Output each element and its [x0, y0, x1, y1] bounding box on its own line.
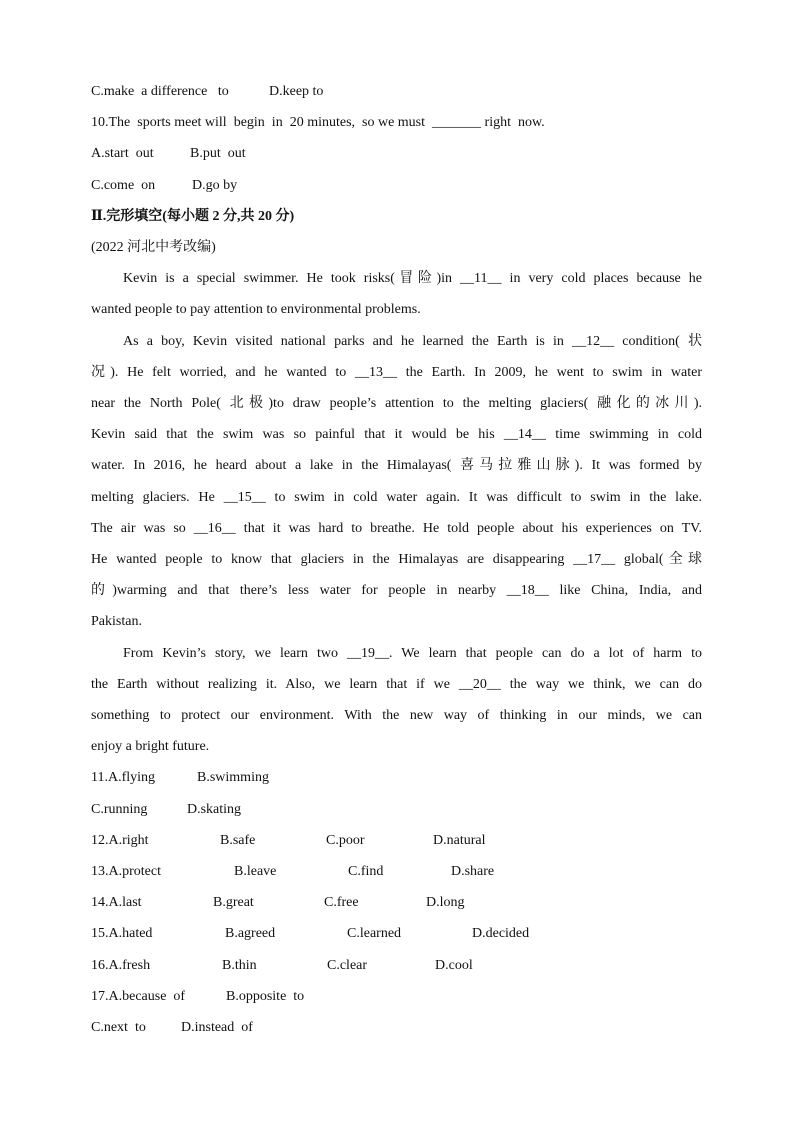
passage-text: Kevin said that the swim was so painful that it would be his	[91, 427, 504, 442]
question-17-row-2	[91, 1018, 253, 1098]
q12-option-a: 12.A.right	[91, 833, 149, 848]
q10-stem-after: right now.	[481, 115, 545, 130]
blank-20: __20__	[458, 677, 501, 692]
passage-text: The air was so	[91, 521, 194, 536]
passage-line	[91, 519, 702, 539]
passage-text: global(全球	[615, 552, 703, 567]
passage-line	[91, 456, 702, 476]
q17-option-d: D.instead of	[181, 1020, 253, 1035]
passage-line	[123, 332, 702, 352]
passage-line	[91, 737, 702, 757]
q15-option-c: C.learned	[347, 926, 402, 941]
passage-text: From Kevin’s story, we learn two	[123, 646, 347, 661]
passage-line	[91, 425, 702, 445]
passage-line	[91, 612, 702, 632]
q15-option-b: B.agreed	[225, 926, 276, 941]
passage-text: condition( 状	[614, 334, 702, 349]
q15-option-a: 15.A.hated	[91, 926, 153, 941]
passage-text: He wanted people to know that glaciers in the Himalayas are disappearing	[91, 552, 574, 567]
passage-text: the Earth without realizing it. Also, we learn that if we	[91, 677, 459, 692]
q13-option-c: C.find	[348, 864, 384, 879]
passage-line	[91, 550, 702, 570]
passage-text: As a boy, Kevin visited national parks and he learned the Earth is in	[123, 334, 573, 349]
passage-text: wanted people to pay attention to environmental problems.	[91, 302, 421, 317]
passage-line	[91, 488, 702, 508]
blank-13: __13__	[354, 365, 397, 380]
passage-line	[91, 394, 702, 414]
passage-line	[91, 675, 702, 695]
section-title: Ⅱ.完形填空(每小题 2 分,共 20 分)	[91, 209, 295, 224]
passage-text: that it was hard to breathe. He told people about his experiences on TV.	[235, 521, 702, 536]
q16-option-b: B.thin	[222, 958, 257, 973]
q11-option-a: 11.A.flying	[91, 770, 156, 785]
q13-option-a: 13.A.protect	[91, 864, 161, 879]
passage-line	[91, 706, 702, 726]
blank-18: __18__	[506, 583, 549, 598]
passage-text: to swim in cold water again. It was difficult to swim in the lake.	[265, 490, 702, 505]
passage-text: melting glaciers. He	[91, 490, 224, 505]
section-source: (2022 河北中考改编)	[91, 240, 216, 255]
q12-option-c: C.poor	[326, 833, 365, 848]
q14-option-d: D.long	[426, 895, 465, 910]
passage-text: . We learn that people can do a lot of harm to	[389, 646, 702, 661]
passage-line	[91, 300, 702, 320]
passage-line	[123, 644, 702, 664]
passage-text: something to protect our environment. With the new way of thinking in our minds, we can	[91, 708, 702, 723]
q14-option-a: 14.A.last	[91, 895, 142, 910]
q10-blank: _______	[432, 115, 482, 130]
blank-15: __15__	[223, 490, 266, 505]
passage-line	[123, 269, 702, 289]
q10-option-c: C.come on	[91, 178, 156, 193]
passage-text: water. In 2016, he heard about a lake in the Himalayas( 喜马拉雅山脉). It was formed by	[91, 458, 702, 473]
q10-option-b: B.put out	[190, 146, 246, 161]
passage-text: 况). He felt worried, and he wanted to	[91, 365, 355, 380]
blank-14: __14__	[503, 427, 546, 442]
passage-line	[91, 581, 702, 601]
passage-text: the Earth. In 2009, he went to swim in water	[396, 365, 702, 380]
q14-option-c: C.free	[324, 895, 359, 910]
passage-text: like China, India, and	[548, 583, 702, 598]
q16-option-d: D.cool	[435, 958, 473, 973]
passage-text: Pakistan.	[91, 614, 142, 629]
q12-option-d: D.natural	[433, 833, 486, 848]
q9-option-c: C.make a difference to	[91, 84, 229, 99]
q13-option-b: B.leave	[234, 864, 277, 879]
q17-option-b: B.opposite to	[226, 989, 305, 1004]
q14-option-b: B.great	[213, 895, 254, 910]
q10-stem-before: 10.The sports meet will begin in 20 minutes, so we must	[91, 115, 433, 130]
passage-text: enjoy a bright future.	[91, 739, 210, 754]
q15-option-d: D.decided	[472, 926, 530, 941]
q10-option-a: A.start out	[91, 146, 154, 161]
q17-option-c: C.next to	[91, 1020, 146, 1035]
q10-stem	[91, 113, 545, 133]
blank-12: __12__	[572, 334, 615, 349]
passage-text: the way we think, we can do	[500, 677, 702, 692]
q16-option-c: C.clear	[327, 958, 368, 973]
passage-text: near the North Pole( 北极)to draw people’s attention to the melting glaciers( 融化的冰川).	[91, 396, 702, 411]
blank-17: __17__	[573, 552, 616, 567]
passage-text: time swimming in cold	[545, 427, 702, 442]
passage-line	[91, 363, 702, 383]
q12-option-b: B.safe	[220, 833, 256, 848]
q11-option-d: D.skating	[187, 802, 242, 817]
passage-text: 的)warming and that there’s less water for people in nearby	[91, 583, 507, 598]
blank-16: __16__	[193, 521, 236, 536]
q10-option-d: D.go by	[192, 178, 238, 193]
blank-19: __19__	[347, 646, 389, 661]
q9-option-d: D.keep to	[269, 84, 324, 99]
q16-option-a: 16.A.fresh	[91, 958, 151, 973]
passage-text: in very cold places because he	[501, 271, 703, 286]
q17-option-a: 17.A.because of	[91, 989, 186, 1004]
q11-option-b: B.swimming	[197, 770, 269, 785]
passage-text: Kevin is a special swimmer. He took risks(冒险)in	[123, 271, 461, 286]
q11-option-c: C.running	[91, 802, 148, 817]
q13-option-d: D.share	[451, 864, 495, 879]
blank-11: __11__	[460, 271, 502, 286]
